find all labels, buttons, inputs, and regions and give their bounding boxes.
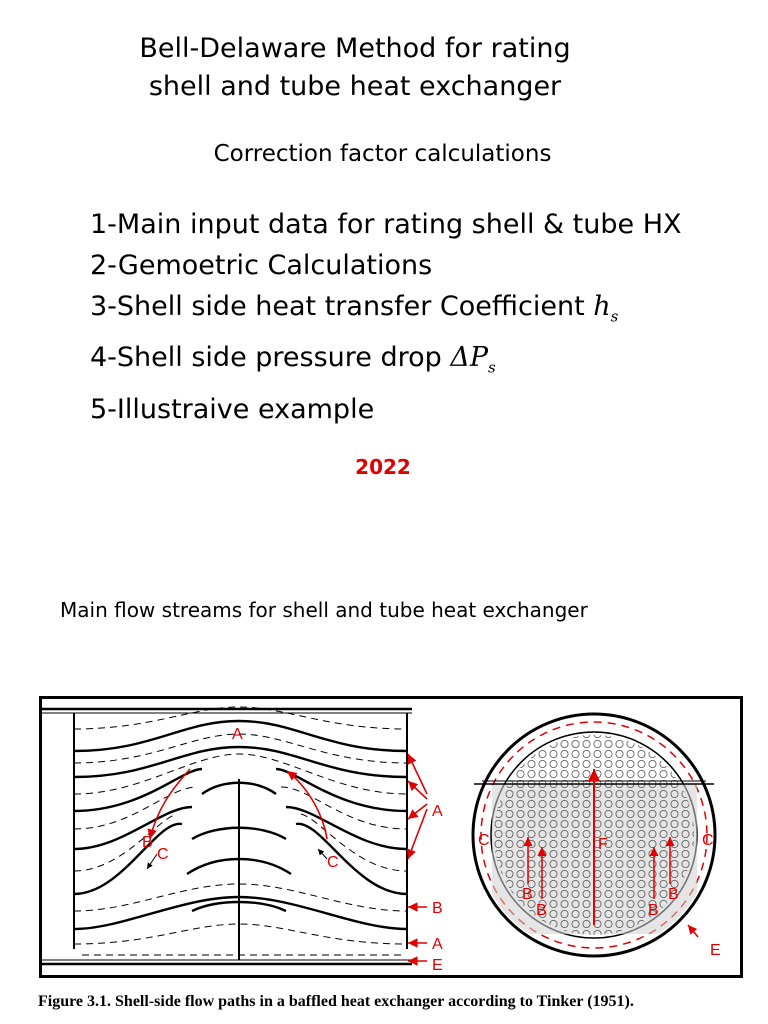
flow-paths-figure	[39, 696, 743, 978]
label-a-top: A	[232, 726, 243, 743]
label-e-bottom: E	[432, 957, 443, 974]
label-e-cross: E	[710, 942, 721, 959]
contents-item-4	[90, 337, 682, 388]
label-c-right: C	[327, 854, 339, 871]
title-line-1: Bell-Delaware Method for rating	[139, 33, 571, 64]
label-b-cross-3: B	[648, 902, 659, 919]
label-b-cross-1: B	[522, 886, 533, 903]
contents-item-1: 1-Main input data for rating shell & tube HX	[90, 209, 682, 240]
contents-item-3	[90, 286, 682, 337]
flow-streams-heading: Main flow streams for shell and tube heat exchanger	[60, 598, 588, 622]
label-b-right: B	[432, 900, 443, 917]
label-c-left: C	[157, 846, 169, 863]
flow-paths-diagram	[42, 699, 740, 975]
contents-item-2: 2-Gemoetric Calculations	[90, 250, 433, 281]
contents-item-3-text: 3-Shell side heat transfer Coefficient	[90, 291, 594, 322]
label-b-cross-2: B	[536, 902, 547, 919]
label-c-cross-left: C	[478, 832, 490, 849]
heat-transfer-symbol: $h_s$	[593, 291, 619, 326]
contents-item-4-text: 4-Shell side pressure drop	[90, 342, 451, 374]
title-line-2: shell and tube heat exchanger	[148, 71, 562, 102]
label-a-right: A	[432, 803, 443, 820]
label-c-cross-right: C	[702, 832, 714, 849]
contents-item-5: 5-Illustraive example	[90, 393, 375, 425]
figure-caption: Figure 3.1. Shell-side flow paths in a baffled heat exchanger according to Tinker (1951).	[38, 993, 634, 1010]
pressure-drop-symbol: $\Delta P_s$	[450, 342, 496, 377]
subtitle: Correction factor calculations	[213, 141, 552, 167]
label-f: F	[598, 836, 608, 853]
label-b-left: B	[142, 834, 153, 851]
cross-section	[473, 714, 721, 959]
contents-list	[90, 204, 682, 430]
label-a-bottom: A	[432, 936, 443, 953]
longitudinal-section	[42, 707, 443, 974]
year: 2022	[355, 455, 411, 479]
label-b-cross-4: B	[668, 886, 679, 903]
